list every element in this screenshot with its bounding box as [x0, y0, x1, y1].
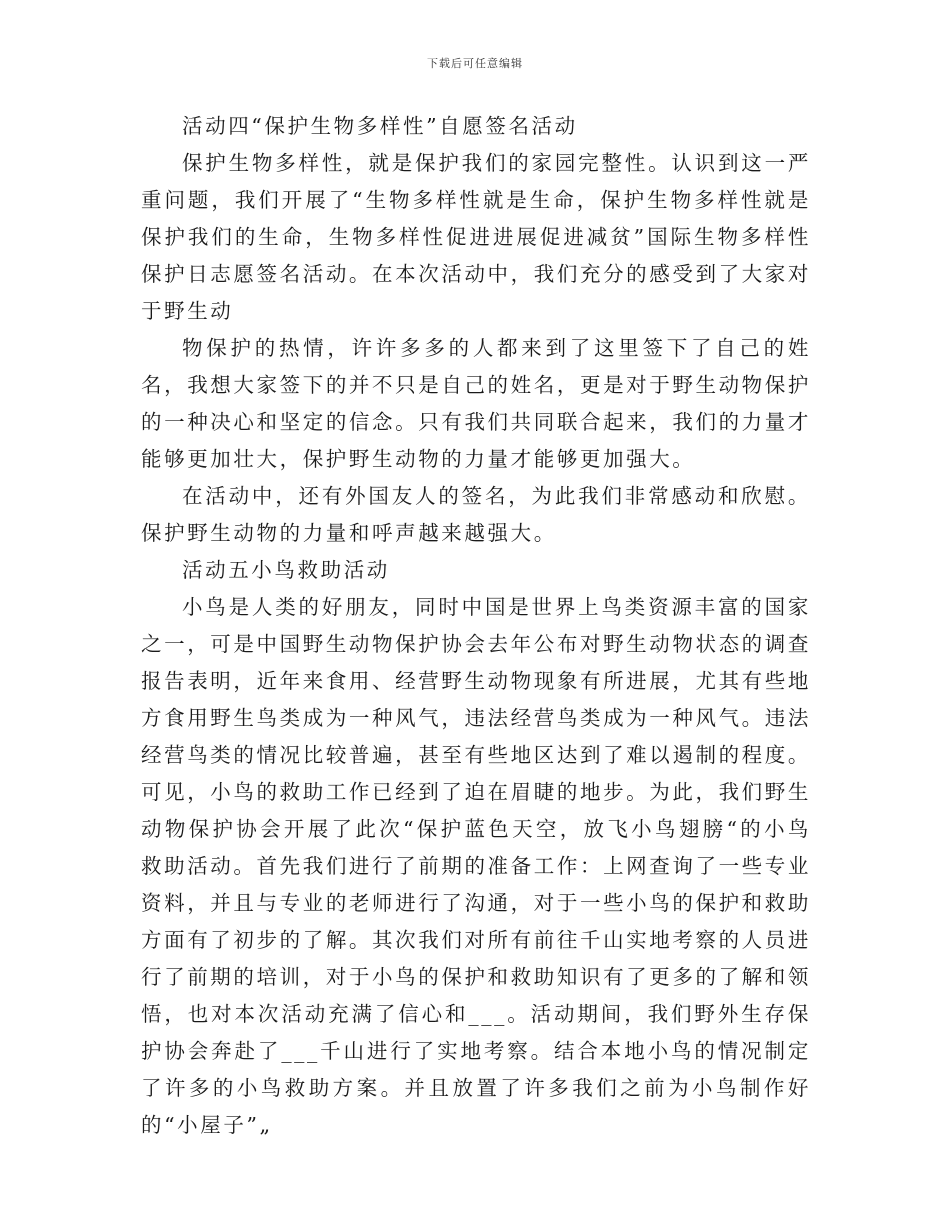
paragraph: 在活动中，还有外国友人的签名，为此我们非常感动和欣慰。保护野生动物的力量和呼声越来越强大。 — [141, 484, 811, 545]
section-heading-activity-five: 活动五小鸟救助活动 — [182, 558, 390, 582]
paragraph: 物保护的热情，许许多多的人都来到了这里签下了自己的姓名，我想大家签下的并不只是自己的姓名，更是对于野生动物保护的一种决心和坚定的信念。只有我们共同联合起来，我们的力量才能够更加壮大，保护野生动物的力量才能够更加强大。 — [141, 336, 811, 471]
paragraph: 保护生物多样性，就是保护我们的家园完整性。认识到这一严重问题，我们开展了“生物多样性就是生命，保护生物多样性就是保护我们的生命，生物多样性促进进展促进减贫”国际生物多样性保护日志愿签名活动。在本次活动中，我们充分的感受到了大家对于野生动 — [141, 151, 811, 323]
paragraph: 小鸟是人类的好朋友，同时中国是世界上鸟类资源丰富的国家之一，可是中国野生动物保护协会去年公布对野生动物状态的调查报告表明，近年来食用、经营野生动物现象有所进展，尤其有些地方食用野生鸟类成为一种风气，违法经营鸟类成为一种风气。违法经营鸟类的情况比较普遍，甚至有些地区达到了难以遏制的程度。可见，小鸟的救助工作已经到了迫在眉睫的地步。为此，我们野生动物保护协会开展了此次“保护蓝色天空，放飞小鸟翅膀“的小鸟救助活动。首先我们进行了前期的准备工作：上网查询了一些专业资料，并且与专业的老师进行了沟通，对于一些小鸟的保护和救助方面有了初步的了解。其次我们对所有前往千山实地考察的人员进行了前期的培训，对于小鸟的保护和救助知识有了更多的了解和领悟，也对本次活动充满了信心和___。活动期间，我们野外生存保护协会奔赴了___千山进行了实地考察。结合本地小鸟的情况制定了许多的小鸟救助方案。并且放置了许多我们之前为小鸟制作好的“小屋子”„ — [141, 595, 811, 1137]
section-heading-activity-four: 活动四“保护生物多样性”自愿签名活动 — [182, 114, 578, 138]
page-header: 下载后可任意编辑 — [427, 57, 523, 70]
document-body — [141, 108, 811, 1144]
